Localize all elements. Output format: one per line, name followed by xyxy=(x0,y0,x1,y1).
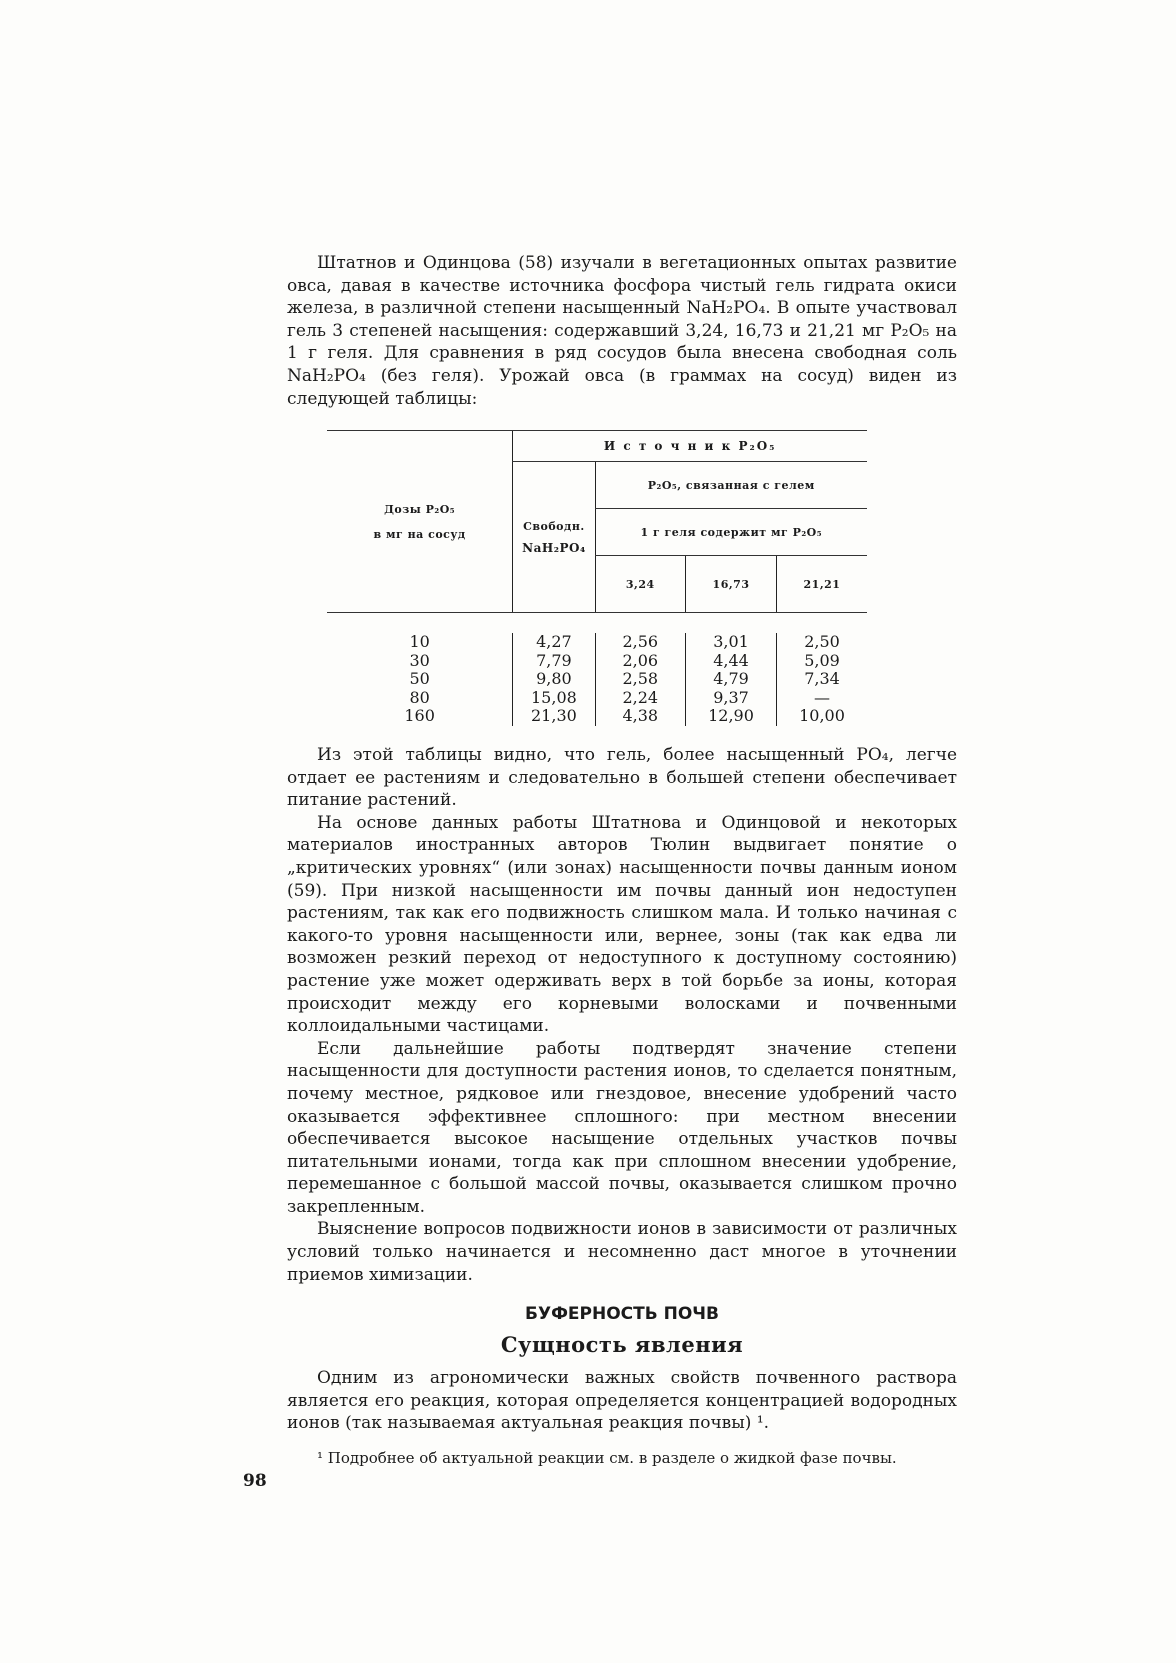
cell: 2,24 xyxy=(595,689,686,708)
source-header: И с т о ч н и к P₂O₅ xyxy=(513,431,867,462)
cell: 4,38 xyxy=(595,707,686,726)
gel-subheader: 1 г геля содержит мг P₂O₅ xyxy=(595,509,867,556)
cell: 4,44 xyxy=(686,652,777,671)
dose-header xyxy=(327,431,513,613)
yield-table xyxy=(327,430,867,726)
gel-header: P₂O₅, связанная с гелем xyxy=(595,462,867,509)
paragraph: Штатнов и Одинцова (58) изучали в вегетационных опытах развитие овса, давая в качестве источника фосфора чистый гель гидрата окиси железа, в различной степени насыщенный NaH₂PO₄. В опыте участвовал гель 3 степеней насыщения: содержавший 3,24, 16,73 и 21,21 мг P₂O₅ на 1 г геля. Для сравнения в ряд сосудов была внесена свободная соль NaH₂PO₄ (без геля). Урожай овса (в граммах на сосуд) виден из следующей таблицы: xyxy=(287,253,957,409)
cell: 4,27 xyxy=(513,633,595,652)
cell: 21,30 xyxy=(513,707,595,726)
intro-text xyxy=(287,252,957,410)
cell: 4,79 xyxy=(686,670,777,689)
gel-col-1: 3,24 xyxy=(595,556,686,613)
paragraph: Одним из агрономически важных свойств почвенного раствора является его реакция, которая определяется концентрацией водородных ионов (так называемая актуальная реакция почвы) ¹. xyxy=(287,1368,957,1434)
table-row xyxy=(327,707,867,726)
free-salt-line2: NaH₂PO₄ xyxy=(522,540,586,555)
cell: 2,06 xyxy=(595,652,686,671)
cell: 15,08 xyxy=(513,689,595,708)
cell: 10 xyxy=(409,632,430,651)
cell: 2,56 xyxy=(595,633,686,652)
page-number: 98 xyxy=(243,1471,267,1491)
paragraph: Если дальнейшие работы подтвердят значение степени насыщенности для доступности растения ионов, то сделается понятным, почему местное, рядковое или гнездовое, внесение удобрений часто оказывается эффективнее сплошного: при местном внесении обеспечивается высокое насыщение отдельных участков почвы питательными ионами, тогда как при сплошном внесении удобрение, перемешанное с большой массой почвы, оказывается слишком прочно закрепленным. xyxy=(287,1038,957,1217)
cell: 12,90 xyxy=(686,707,777,726)
closing-text xyxy=(287,1367,957,1435)
cell: 2,58 xyxy=(595,670,686,689)
cell: 50 xyxy=(409,669,430,688)
gel-col-2: 16,73 xyxy=(686,556,777,613)
paragraph: На основе данных работы Штатнова и Одинцовой и некоторых материалов иностранных авторов Тюлин выдвигает понятие о „критических уровнях“ (или зонах) насыщенности почвы данным ионом (59). При низкой насыщенности им почвы данный ион недоступен растениям, так как его подвижность слишком мала. И только начиная с какого-то уровня насыщенности или, вернее, зоны (так как едва ли возможен резкий переход от недоступного к доступному состоянию) растение уже может одерживать верх в той борьбе за ионы, которая происходит между его корневыми волосками и почвенными коллоидальными частицами. xyxy=(287,812,957,1037)
free-salt-header xyxy=(513,462,595,613)
cell: 10,00 xyxy=(777,707,868,726)
cell: 160 xyxy=(404,706,435,725)
main-text xyxy=(287,744,957,1286)
dose-header-line2: в мг на сосуд xyxy=(373,527,466,541)
table-row xyxy=(327,633,867,652)
table-row xyxy=(327,689,867,708)
table-row xyxy=(327,670,867,689)
section-heading: БУФЕРНОСТЬ ПОЧВ xyxy=(525,1304,719,1324)
cell: 3,01 xyxy=(686,633,777,652)
cell: 9,37 xyxy=(686,689,777,708)
paragraph: Из этой таблицы видно, что гель, более насыщенный PO₄, легче отдает ее растениям и следовательно в большей степени обеспечивает питание растений. xyxy=(287,745,957,811)
gel-col-3: 21,21 xyxy=(777,556,868,613)
table-row xyxy=(327,652,867,671)
cell: — xyxy=(777,689,868,708)
cell: 7,79 xyxy=(513,652,595,671)
cell: 30 xyxy=(409,650,430,670)
cell: 5,09 xyxy=(777,652,868,671)
cell: 80 xyxy=(409,687,430,707)
cell: 7,34 xyxy=(777,670,868,689)
cell: 9,80 xyxy=(513,670,595,689)
paragraph: Выяснение вопросов подвижности ионов в зависимости от различных условий только начинается и несомненно даст многое в уточнении приемов химизации. xyxy=(287,1219,957,1285)
subsection-heading: Сущность явления xyxy=(500,1332,744,1357)
free-salt-line1: Свободн. xyxy=(523,519,585,533)
footnote: ¹ Подробнее об актуальной реакции см. в разделе о жидкой фазе почвы. xyxy=(317,1449,897,1467)
cell: 2,50 xyxy=(777,633,868,652)
dose-header-line1: Дозы P₂O₅ xyxy=(384,502,456,516)
